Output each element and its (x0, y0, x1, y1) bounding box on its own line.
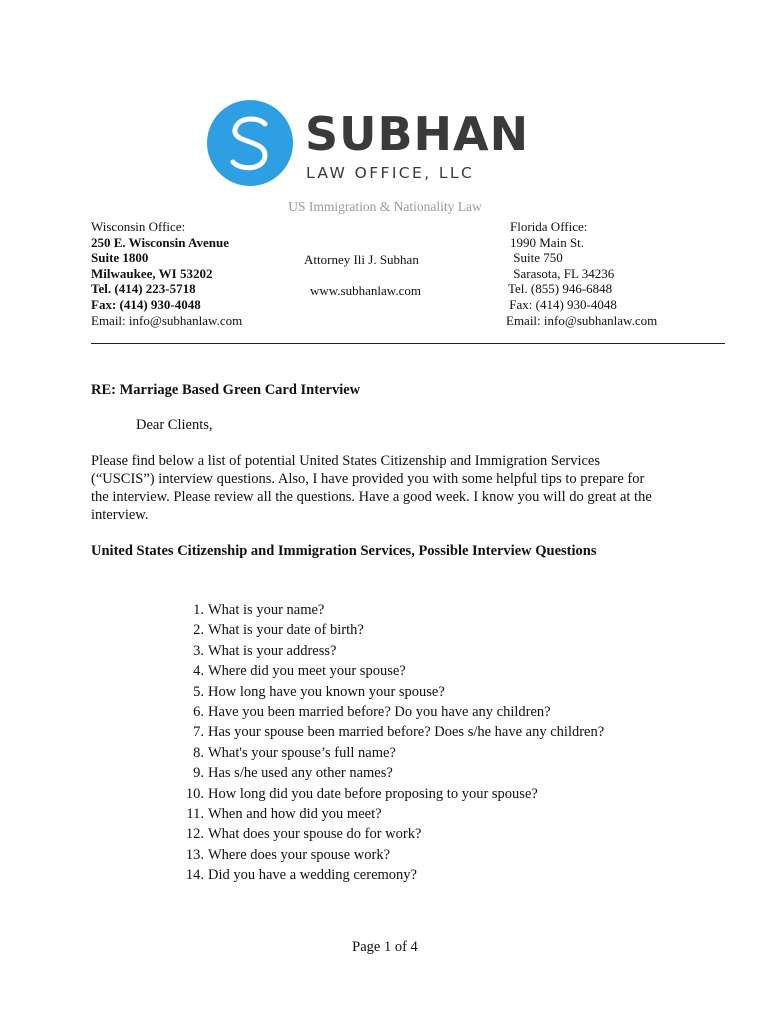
list-item (176, 784, 604, 804)
question-text: How long did you date before proposing to your spouse? (208, 785, 538, 802)
question-text: What is your address? (208, 642, 337, 659)
question-text: Where did you meet your spouse? (208, 663, 406, 680)
question-number: 14. (185, 867, 204, 884)
florida-office-title: Florida Office: (510, 219, 588, 234)
intro-line: (“USCIS”) interview questions. Also, I have provided you with some helpful tips to prepare for (91, 471, 645, 487)
question-text: Where does your spouse work? (208, 846, 391, 863)
question-text: Has s/he used any other names? (208, 765, 393, 782)
question-number: 13. (185, 846, 204, 863)
florida-office-block (506, 219, 657, 328)
question-number: 7. (193, 724, 204, 741)
subject-line: RE: Marriage Based Green Card Interview (91, 382, 361, 398)
question-text: Have you been married before? Do you have any children? (208, 704, 551, 721)
question-text: When and how did you meet? (208, 806, 382, 823)
list-item (176, 743, 604, 763)
question-text: How long have you known your spouse? (208, 683, 445, 700)
logo-subtitle: LAW OFFICE, LLC (306, 164, 475, 182)
list-item (176, 702, 604, 722)
question-number: 1. (193, 602, 204, 618)
list-item (176, 824, 604, 844)
wisconsin-phone: Tel. (414) 223-5718 (91, 281, 196, 297)
florida-address-line: Suite 750 (510, 250, 563, 266)
florida-address-line: Sarasota, FL 34236 (510, 265, 615, 281)
question-number: 5. (193, 683, 204, 700)
attorney-name: Attorney Ili J. Subhan (304, 252, 419, 267)
question-list (176, 600, 604, 886)
question-number: 9. (193, 765, 204, 782)
logo-wordmark: SUBHAN (305, 107, 530, 161)
intro-line: the interview. Please review all the questions. Have a good week. I know you will do great at the (91, 489, 652, 505)
wisconsin-fax: Fax: (414) 930-4048 (91, 296, 201, 312)
question-number: 2. (193, 622, 204, 639)
section-heading: United States Citizenship and Immigration Services, Possible Interview Questions (91, 543, 597, 559)
wisconsin-office-title: Wisconsin Office: (91, 219, 186, 234)
list-item (176, 661, 604, 681)
list-item (176, 620, 604, 640)
florida-email: Email: info@subhanlaw.com (506, 312, 658, 328)
page-number: Page 1 of 4 (352, 939, 418, 955)
list-item (176, 845, 604, 865)
question-number: 10. (185, 785, 204, 802)
question-text: Did you have a wedding ceremony? (208, 867, 417, 884)
header-divider (91, 343, 725, 344)
florida-fax: Fax: (414) 930-4048 (506, 296, 617, 312)
wisconsin-address-line: Milwaukee, WI 53202 (91, 265, 213, 281)
list-item (176, 682, 604, 702)
question-number: 6. (193, 704, 204, 721)
intro-paragraph (91, 452, 691, 524)
question-number: 12. (185, 826, 204, 843)
tagline: US Immigration & Nationality Law (288, 199, 482, 214)
list-item (176, 641, 604, 661)
question-text: Has your spouse been married before? Does s/he have any children? (208, 724, 605, 741)
question-number: 8. (193, 744, 204, 761)
wisconsin-email: Email: info@subhanlaw.com (91, 312, 243, 328)
wisconsin-office-block (91, 219, 242, 328)
question-number: 4. (193, 663, 204, 680)
question-number: 11. (186, 806, 204, 823)
question-text: What is your name? (208, 602, 325, 618)
florida-address-line: 1990 Main St. (510, 234, 585, 250)
question-text: What does your spouse do for work? (208, 826, 422, 843)
list-item (176, 600, 604, 620)
intro-line: Please find below a list of potential United States Citizenship and Immigration Services (91, 453, 601, 469)
list-item (176, 865, 604, 885)
wisconsin-address-line: Suite 1800 (91, 250, 149, 266)
website-link[interactable]: www.subhanlaw.com (310, 283, 421, 298)
salutation: Dear Clients, (136, 417, 213, 433)
question-text: What's your spouse’s full name? (208, 744, 396, 761)
list-item (176, 763, 604, 783)
intro-line: interview. (91, 507, 149, 523)
florida-phone: Tel. (855) 946-6848 (508, 281, 613, 297)
question-text: What is your date of birth? (208, 622, 364, 639)
wisconsin-address-line: 250 E. Wisconsin Avenue (91, 234, 229, 250)
list-item (176, 804, 604, 824)
list-item (176, 722, 604, 742)
subhan-logo-s-icon (207, 100, 293, 186)
question-number: 3. (193, 642, 204, 659)
